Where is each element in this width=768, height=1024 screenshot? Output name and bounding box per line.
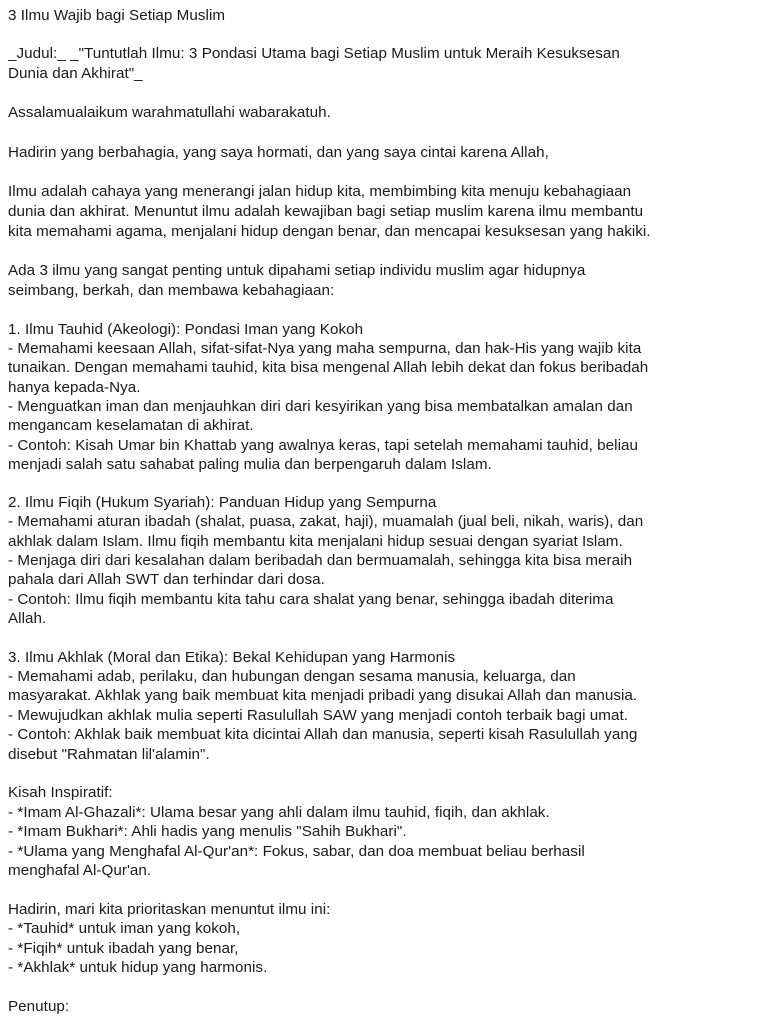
inspiration-line: - *Imam Bukhari*: Ahli hadis yang menulis "Sahih Bukhari". bbox=[8, 823, 407, 840]
section-line: mengancam keselamatan di akhirat. bbox=[8, 417, 254, 434]
section-line: masyarakat. Akhlak yang baik membuat kita menjadi pribadi yang disukai Allah dan manusia. bbox=[8, 687, 638, 704]
inspiration-line: - *Ulama yang Menghafal Al-Qur'an*: Fokus, sabar, dan doa membuat beliau berhasil bbox=[8, 843, 585, 860]
section-heading: 2. Ilmu Fiqih (Hukum Syariah): Panduan Hidup yang Sempurna bbox=[8, 494, 437, 511]
intro-line: Ilmu adalah cahaya yang menerangi jalan hidup kita, membimbing kita menuju kebahagiaan bbox=[8, 183, 632, 200]
greeting: Assalamualaikum warahmatullahi wabarakatuh. bbox=[8, 104, 331, 121]
section-line: - Memahami aturan ibadah (shalat, puasa, zakat, haji), muamalah (jual beli, nikah, waris), dan bbox=[8, 513, 644, 530]
section-line: menjadi salah satu sahabat paling mulia dan berpengaruh dalam Islam. bbox=[8, 456, 492, 473]
section-line: disebut "Rahmatan lil'alamin". bbox=[8, 746, 210, 763]
section-line: hanya kepada-Nya. bbox=[8, 379, 141, 396]
inspiration-line: menghafal Al-Qur'an. bbox=[8, 862, 152, 879]
section-line: pahala dari Allah SWT dan terhindar dari dosa. bbox=[8, 571, 325, 588]
section-line: - Mewujudkan akhlak mulia seperti Rasulullah SAW yang menjadi contoh terbaik bagi umat. bbox=[8, 707, 629, 724]
section-line: - Menguatkan iman dan menjauhkan diri dari kesyirikan yang bisa membatalkan amalan dan bbox=[8, 398, 633, 415]
section-line: - Contoh: Akhlak baik membuat kita dicintai Allah dan manusia, seperti kisah Rasulullah yang bbox=[8, 726, 638, 743]
section-line: - Memahami keesaan Allah, sifat-sifat-Nya yang maha sempurna, dan hak-His yang wajib kita bbox=[8, 340, 642, 357]
overview-line: seimbang, berkah, dan membawa kebahagiaan: bbox=[8, 282, 335, 299]
section-line: - Contoh: Kisah Umar bin Khattab yang awalnya keras, tapi setelah memahami tauhid, beliau bbox=[8, 437, 639, 454]
inspiration-line: - *Imam Al-Ghazali*: Ulama besar yang ahli dalam ilmu tauhid, fiqih, dan akhlak. bbox=[8, 804, 550, 821]
penutup-heading: Penutup: bbox=[8, 998, 70, 1015]
subtitle-line: _Judul:_ _"Tuntutlah Ilmu: 3 Pondasi Utama bagi Setiap Muslim untuk Meraih Kesuksesan bbox=[8, 45, 620, 62]
section-line: - Contoh: Ilmu fiqih membantu kita tahu cara shalat yang benar, sehingga ibadah diterima bbox=[8, 591, 614, 608]
intro-line: kita memahami agama, menjalani hidup dengan benar, dan mencapai kesuksesan yang hakiki. bbox=[8, 223, 651, 240]
section-heading: 3. Ilmu Akhlak (Moral dan Etika): Bekal Kehidupan yang Harmonis bbox=[8, 649, 456, 666]
address-line: Hadirin yang berbahagia, yang saya hormati, dan yang saya cintai karena Allah, bbox=[8, 144, 549, 161]
section-line: - Menjaga diri dari kesalahan dalam beribadah dan bermuamalah, sehingga kita bisa meraih bbox=[8, 552, 633, 569]
intro-line: dunia dan akhirat. Menuntut ilmu adalah kewajiban bagi setiap muslim karena ilmu membantu bbox=[8, 203, 644, 220]
closing-line: - *Fiqih* untuk ibadah yang benar, bbox=[8, 940, 239, 957]
section-line: tunaikan. Dengan memahami tauhid, kita bisa mengenal Allah lebih dekat dan fokus beribadah bbox=[8, 359, 649, 376]
overview-line: Ada 3 ilmu yang sangat penting untuk dipahami setiap individu muslim agar hidupnya bbox=[8, 262, 586, 279]
closing-line: - *Akhlak* untuk hidup yang harmonis. bbox=[8, 959, 268, 976]
section-line: - Memahami adab, perilaku, dan hubungan dengan sesama manusia, keluarga, dan bbox=[8, 668, 576, 685]
section-heading: 1. Ilmu Tauhid (Akeologi): Pondasi Iman yang Kokoh bbox=[8, 321, 364, 338]
section-line: akhlak dalam Islam. Ilmu fiqih membantu kita menjalani hidup sesuai dengan syariat Islam. bbox=[8, 533, 623, 550]
document-title: 3 Ilmu Wajib bagi Setiap Muslim bbox=[8, 7, 226, 24]
subtitle-line: Dunia dan Akhirat"_ bbox=[8, 65, 143, 82]
closing-line: Hadirin, mari kita prioritaskan menuntut ilmu ini: bbox=[8, 901, 331, 918]
closing-line: - *Tauhid* untuk iman yang kokoh, bbox=[8, 920, 241, 937]
section-line: Allah. bbox=[8, 610, 47, 627]
inspiration-heading: Kisah Inspiratif: bbox=[8, 784, 113, 801]
